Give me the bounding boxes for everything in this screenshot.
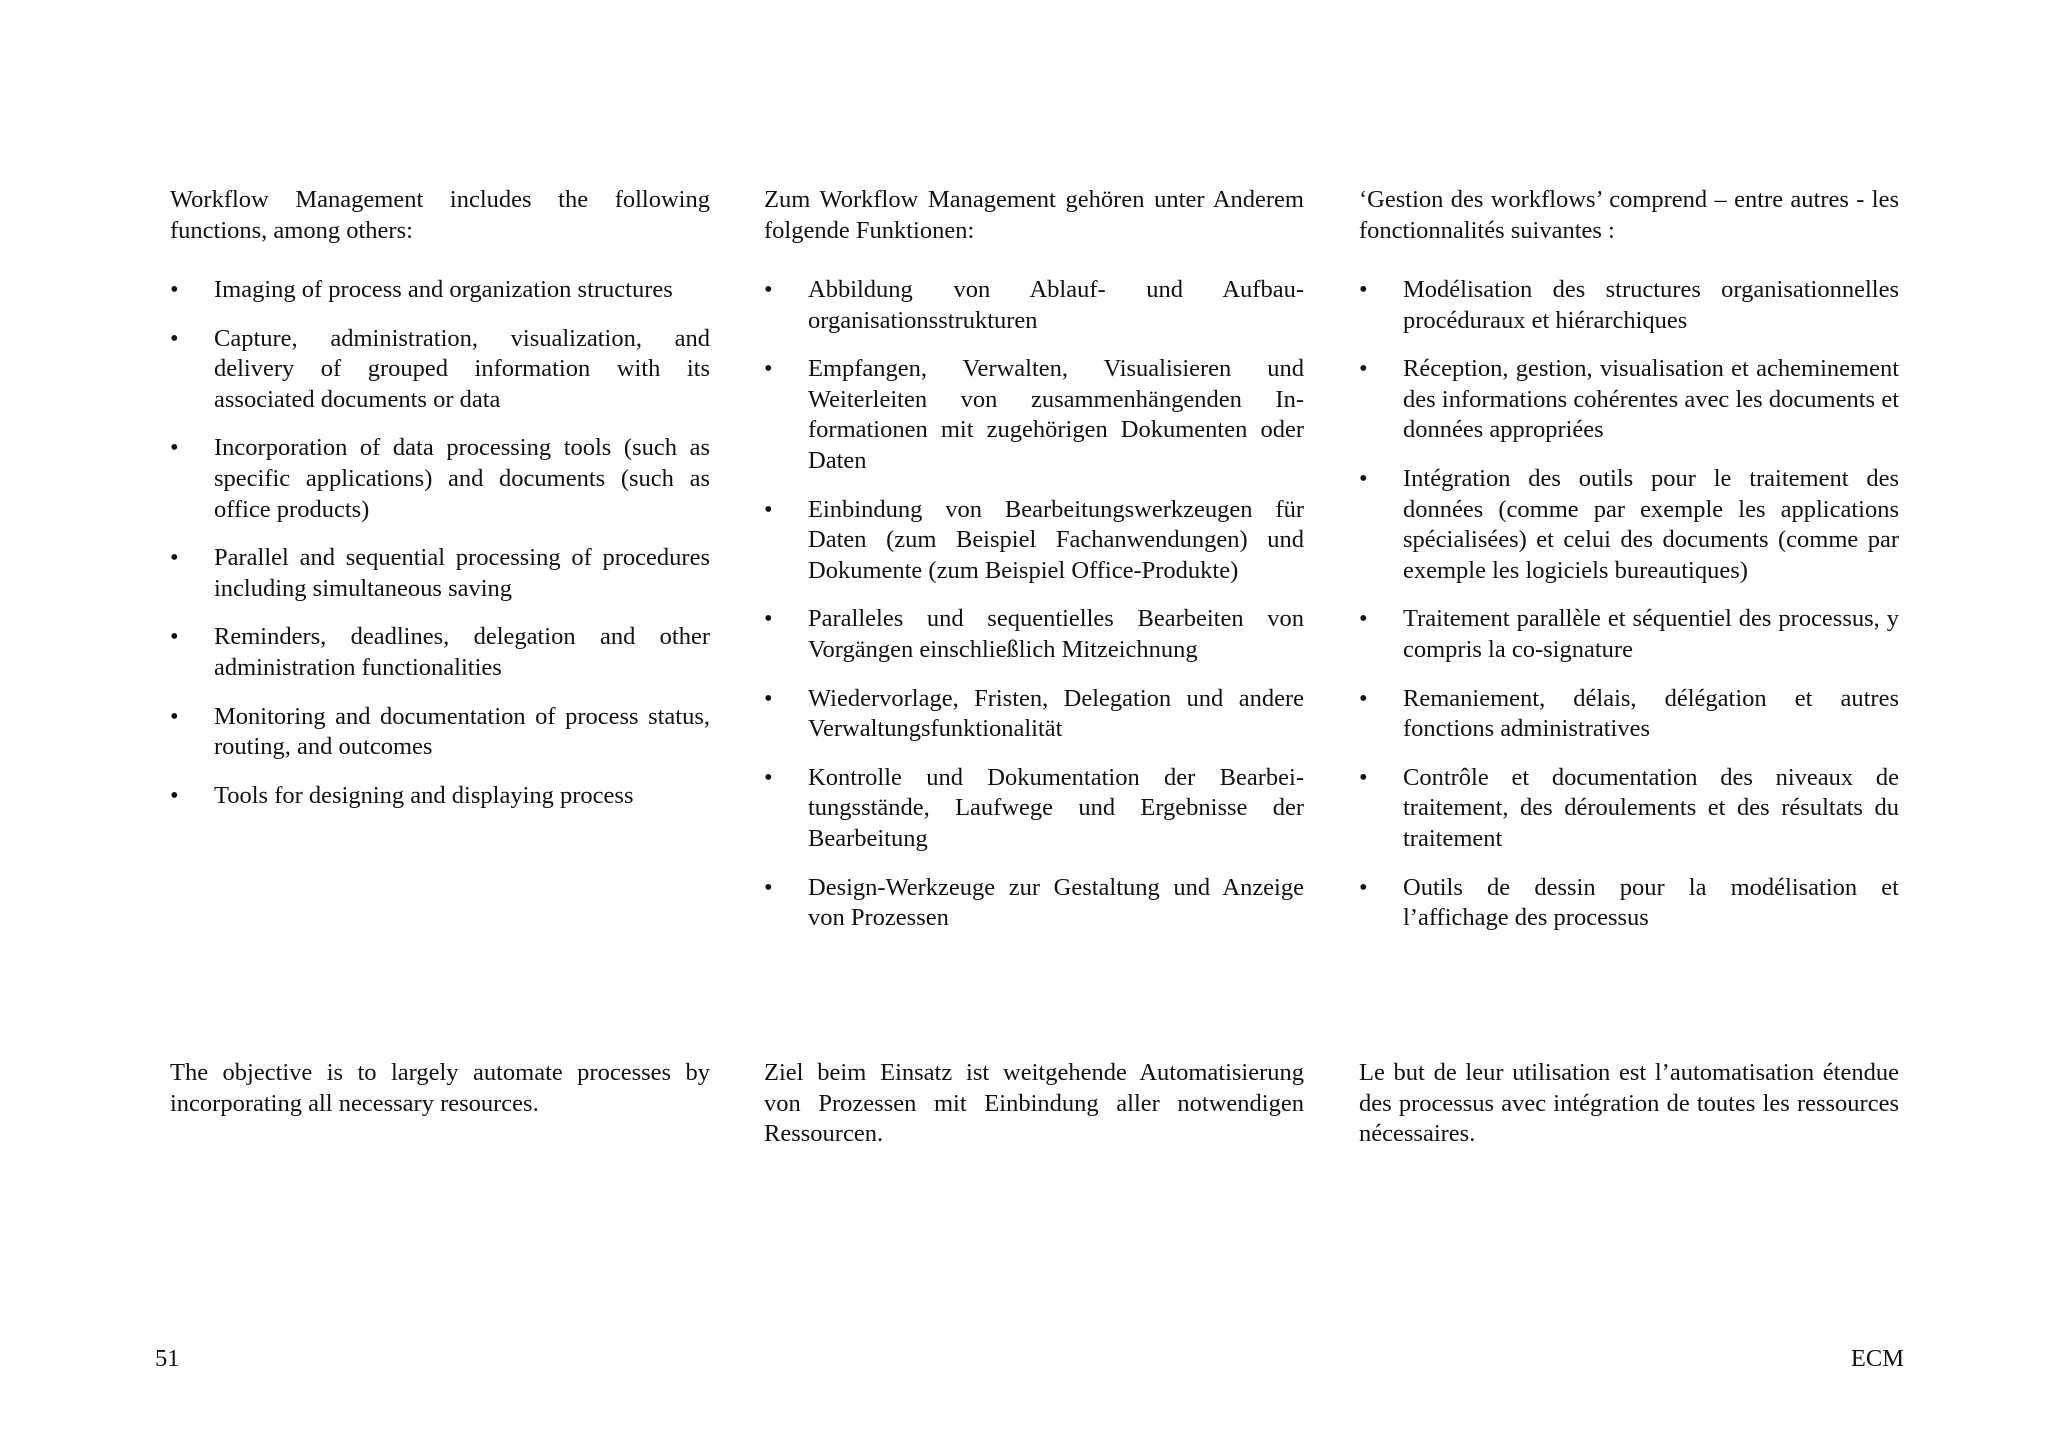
closing-paragraph: The objective is to largely automate processes by incorporating all necessary resources. — [170, 1059, 710, 1117]
bullet-icon: • — [1359, 763, 1368, 791]
bullet-icon: • — [170, 544, 179, 572]
list-item: • Capture, administration, visualization, and delivery of grouped information with its associated documents or data — [170, 324, 710, 413]
bullet-icon: • — [170, 324, 179, 352]
bullet-icon: • — [764, 873, 773, 901]
list-item: • Outils de dessin pour la modélisation et l’affichage des processus — [1359, 873, 1899, 932]
bullet-icon: • — [1359, 355, 1368, 383]
bullet-icon: • — [170, 623, 179, 651]
list-item: • Parallel and sequential processing of procedures including simultaneous saving — [170, 544, 710, 602]
bullet-list — [1359, 275, 1899, 1058]
list-item: • Empfangen, Verwalten, Visualisieren und Weiterleiten von zusammenhängenden Informationen mit zugehörigen Dokumenten oder Daten — [764, 355, 1304, 474]
list-item: • Paralleles und sequentielles Bearbeiten von Vorgängen einschließlich Mitzeichnung — [764, 605, 1304, 663]
page-number: 51 — [155, 1345, 180, 1372]
bullet-icon: • — [764, 605, 773, 633]
bullet-icon: • — [764, 276, 773, 303]
list-item: • Kontrolle und Dokumentation der Bearbeitungsstände, Laufwege und Ergebnisse der Bearbeitung — [764, 763, 1304, 852]
list-item: • Tools for designing and displaying process — [170, 781, 710, 812]
list-item: • Contrôle et documentation des niveaux de traitement, des déroulements et des résultats du traitement — [1359, 763, 1899, 852]
list-item: • Remaniement, délais, délégation et autres fonctions administratives — [1359, 684, 1899, 743]
list-item: • Imaging of process and organization structures — [170, 275, 710, 306]
bullet-icon: • — [1359, 605, 1368, 633]
bullet-icon: • — [764, 684, 773, 712]
bullet-icon: • — [170, 781, 179, 809]
bullet-icon: • — [764, 495, 773, 523]
bullet-icon: • — [1359, 684, 1368, 712]
intro-paragraph: Workflow Management includes the following functions, among others: — [170, 186, 710, 244]
list-item: • Einbindung von Bearbeitungswerkzeugen für Daten (zum Beispiel Fachanwendungen) und Dokumente (zum Beispiel Office-Produkte) — [764, 495, 1304, 584]
closing-paragraph: Ziel beim Einsatz ist weitgehende Automatisierung von Prozessen mit Einbindung aller notwendigen Ressourcen. — [764, 1059, 1304, 1148]
list-item: • Monitoring and documentation of process status, routing, and outcomes — [170, 702, 710, 761]
list-item: • Abbildung von Ablauf- und Aufbauorganisationsstrukturen — [764, 276, 1304, 334]
bullet-icon: • — [170, 702, 179, 730]
bullet-icon: • — [1359, 873, 1368, 901]
list-item: • Modélisation des structures organisationnelles procéduraux et hiérarchiques — [1359, 276, 1899, 334]
column-english — [170, 185, 710, 1119]
list-item: • Intégration des outils pour le traitement des données (comme par exemple les applications spécialisées) et celui des documents (comme par exemple les logiciels bureautiques) — [1359, 464, 1899, 584]
bullet-list — [764, 275, 1304, 1058]
intro-paragraph: ‘Gestion des workflows’ comprend – entre autres - les fonctionnalités suivantes : — [1359, 186, 1899, 244]
bullet-icon: • — [764, 355, 773, 383]
bullet-icon: • — [1359, 276, 1368, 303]
footer-label: ECM — [1850, 1345, 1904, 1372]
bullet-icon: • — [170, 276, 179, 303]
bullet-list — [170, 275, 710, 1058]
column-french — [1359, 185, 1899, 1150]
list-item: • Traitement parallèle et séquentiel des processus, y compris la co-signature — [1359, 605, 1899, 663]
column-german — [764, 185, 1304, 1150]
bullet-icon: • — [764, 763, 773, 791]
list-item: • Design-Werkzeuge zur Gestaltung und Anzeige von Prozessen — [764, 873, 1304, 932]
list-item: • Reminders, deadlines, delegation and other administration functionalities — [170, 623, 710, 681]
intro-paragraph: Zum Workflow Management gehören unter Anderem folgende Funktionen: — [764, 186, 1304, 244]
bullet-icon: • — [1359, 464, 1368, 492]
list-item: • Réception, gestion, visualisation et acheminement des informations cohérentes avec les documents et données appropriées — [1359, 355, 1899, 444]
closing-paragraph: Le but de leur utilisation est l’automatisation étendue des processus avec intégration de toutes les ressources nécessaires. — [1359, 1059, 1899, 1148]
list-item: • Wiedervorlage, Fristen, Delegation und andere Verwaltungsfunktionalität — [764, 684, 1304, 743]
list-item: • Incorporation of data processing tools (such as specific applications) and documents (such as office products) — [170, 434, 710, 523]
bullet-icon: • — [170, 434, 179, 462]
